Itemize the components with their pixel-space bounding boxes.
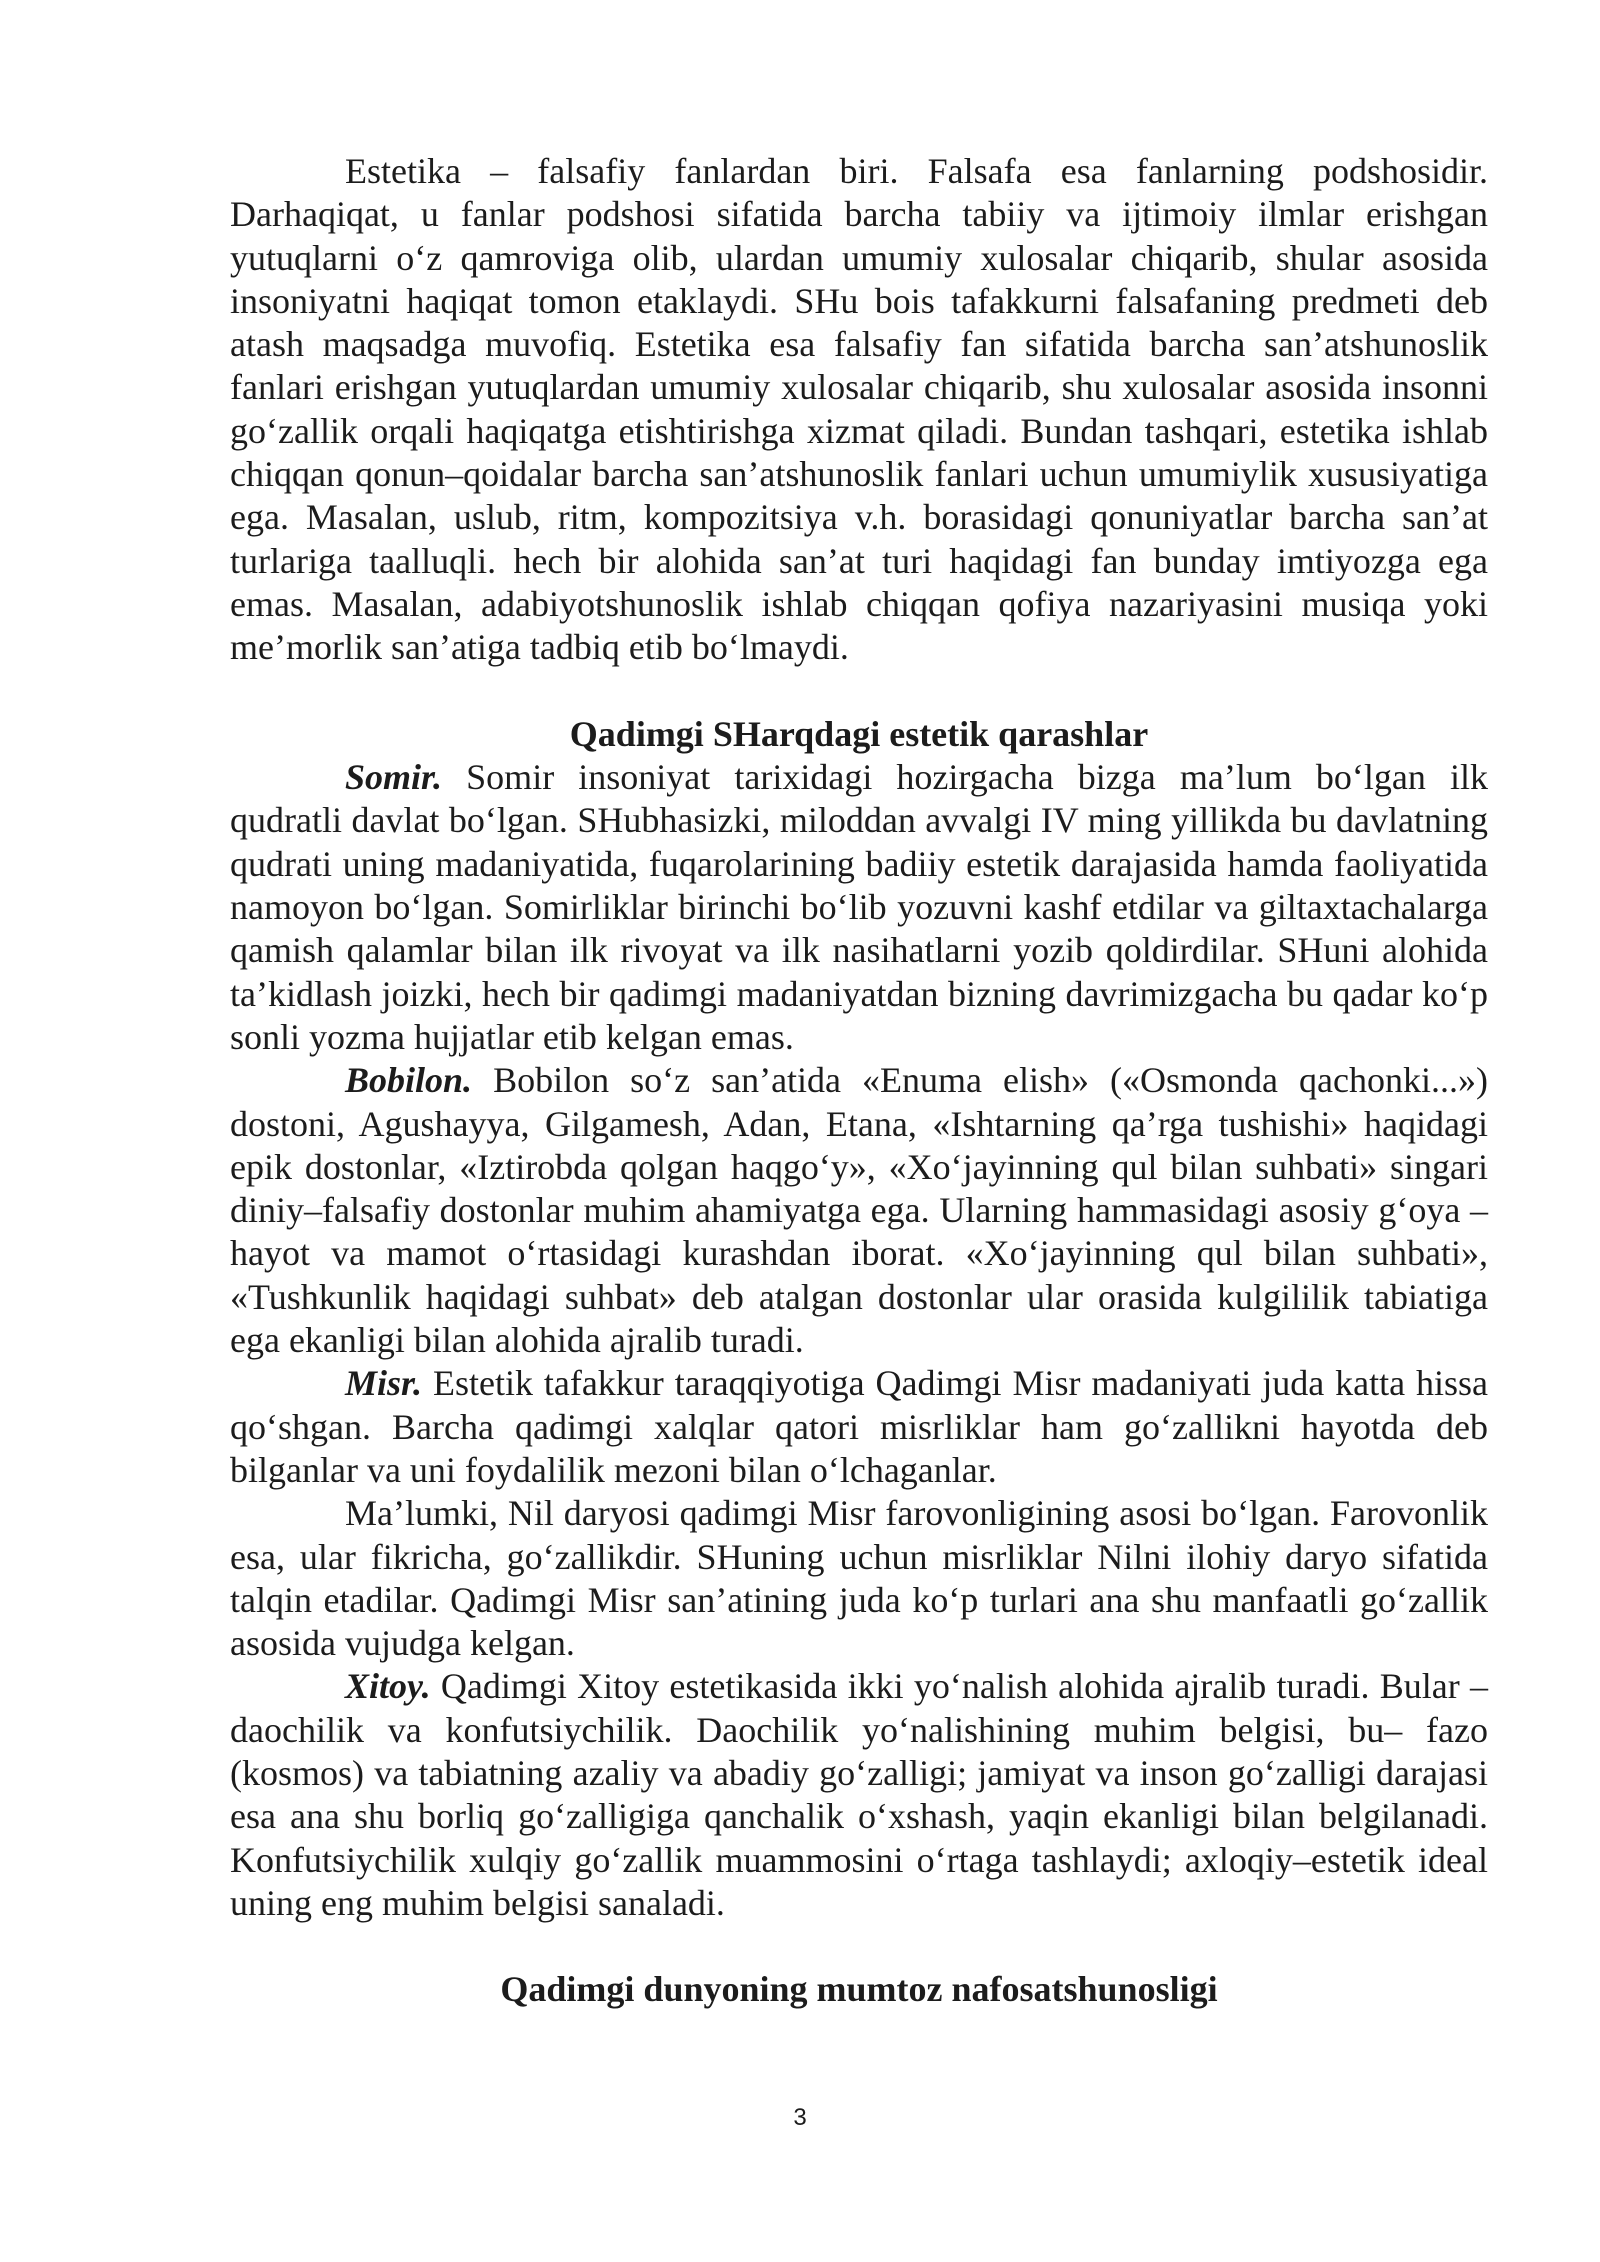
- spacer: [230, 670, 1488, 713]
- somir-lead: Somir.: [345, 757, 443, 798]
- bobilon-lead: Bobilon.: [345, 1060, 473, 1101]
- xitoy-text: Qadimgi Xitoy estetikasida ikki yo‘nalish alohida ajralib turadi. Bular – daochilik va konfutsiychilik. Daochilik yo‘nalishining muhim belgisi, bu– fazo (kosmos) va tabiatning azaliy va abadiy go‘zalligi; jamiyat va inson go‘zalligi darajasi esa ana shu borliq go‘zalligiga qanchalik o‘xshash, yaqin ekanligi bilan belgilanadi. Konfutsiychilik xulqiy go‘zallik muammosini o‘rtaga tashlaydi; axloqiy–estetik ideal uning eng muhim belgisi sanaladi.: [230, 1666, 1488, 1923]
- xitoy-lead: Xitoy.: [345, 1666, 431, 1707]
- misr-text: Estetik tafakkur taraqqiyotiga Qadimgi Misr madaniyati juda katta hissa qo‘shgan. Barcha qadimgi xalqlar qatori misrliklar ham go‘zallikni hayotda deb bilganlar va uni foydalilik mezoni bilan o‘lchaganlar.: [230, 1363, 1488, 1490]
- section-heading-east: Qadimgi SHarqdagi estetik qarashlar: [569, 713, 1149, 754]
- spacer: [230, 1925, 1488, 1968]
- page-body: [230, 150, 1488, 2012]
- page-number: 3: [793, 2104, 807, 2131]
- intro-paragraph: Estetika – falsafiy fanlardan biri. Falsafa esa fanlarning podshosidir. Darhaqiqat, u fanlar podshosi sifatida barcha tabiiy va ijtimoiy ilmlar erishgan yutuqlarni o‘z qamroviga olib, ulardan umumiy xulosalar chiqarib, shular asosida insoniyatni haqiqat tomon etaklaydi. SHu bois tafakkurni falsafaning predmeti deb atash maqsadga muvofiq. Estetika esa falsafiy fan sifatida barcha san’atshunoslik fanlari erishgan yutuqlardan umumiy xulosalar chiqarib, shu xulosalar asosida insonni go‘zallik orqali haqiqatga etishtirishga xizmat qiladi. Bundan tashqari, estetika ishlab chiqqan qonun–qoidalar barcha san’atshunoslik fanlari uchun umumiylik xususiyatiga ega. Masalan, uslub, ritm, kompozitsiya v.h. borasidagi qonuniyatlar barcha san’at turlariga taalluqli. hech bir alohida san’at turi haqidagi fan bunday imtiyozga ega emas. Masalan, adabiyotshunoslik ishlab chiqqan qofiya nazariyasini musiqa yoki me’morlik san’atiga tadbiq etib bo‘lmaydi.: [230, 151, 1488, 668]
- somir-paragraph: [230, 756, 1488, 1059]
- bobilon-text: Bobilon so‘z san’atida «Enuma elish» («Osmonda qachonki...») dostoni, Agushayya, Gilgamesh, Adan, Etana, «Ishtarning qa’rga tushishi» haqidagi epik dostonlar, «Iztirobda qolgan haqgo‘y», «Xo‘jayinning qul bilan suhbati» singari diniy–falsafiy dostonlar muhim ahamiyatga ega. Ularning hammasidagi asosiy g‘oya – hayot va mamot o‘rtasidagi kurashdan iborat. «Xo‘jayinning qul bilan suhbati», «Tushkunlik haqidagi suhbat» deb atalgan dostonlar ular orasida kulgililik tabiatiga ega ekanligi bilan alohida ajralib turadi.: [230, 1060, 1488, 1361]
- nile-paragraph: Ma’lumki, Nil daryosi qadimgi Misr farovonligining asosi bo‘lgan. Farovonlik esa, ular fikricha, go‘zallikdir. SHuning uchun misrliklar Nilni ilohiy daryo sifatida talqin etadilar. Qadimgi Misr san’atining juda ko‘p turlari ana shu manfaatli go‘zallik asosida vujudga kelgan.: [230, 1493, 1488, 1664]
- xitoy-paragraph: [230, 1665, 1488, 1925]
- misr-lead: Misr.: [345, 1363, 423, 1404]
- misr-paragraph: [230, 1362, 1488, 1492]
- section-heading-classical: Qadimgi dunyoning mumtoz nafosatshunosligi: [500, 1969, 1218, 2010]
- somir-text: Somir insoniyat tarixidagi hozirgacha bizga ma’lum bo‘lgan ilk qudratli davlat bo‘lgan. SHubhasizki, miloddan avvalgi IV ming yillikda bu davlatning qudrati uning madaniyatida, fuqarolarining badiiy estetik darajasida hamda faoliyatida namoyon bo‘lgan. Somirliklar birinchi bo‘lib yozuvni kashf etdilar va giltaxtachalarga qamish qalamlar bilan ilk rivoyat va ilk nasihatlarni yozib qoldirdilar. SHuni alohida ta’kidlash joizki, hech bir qadimgi madaniyatdan bizning davrimizgacha bu qadar ko‘p sonli yozma hujjatlar etib kelgan emas.: [230, 757, 1488, 1057]
- bobilon-paragraph: [230, 1059, 1488, 1362]
